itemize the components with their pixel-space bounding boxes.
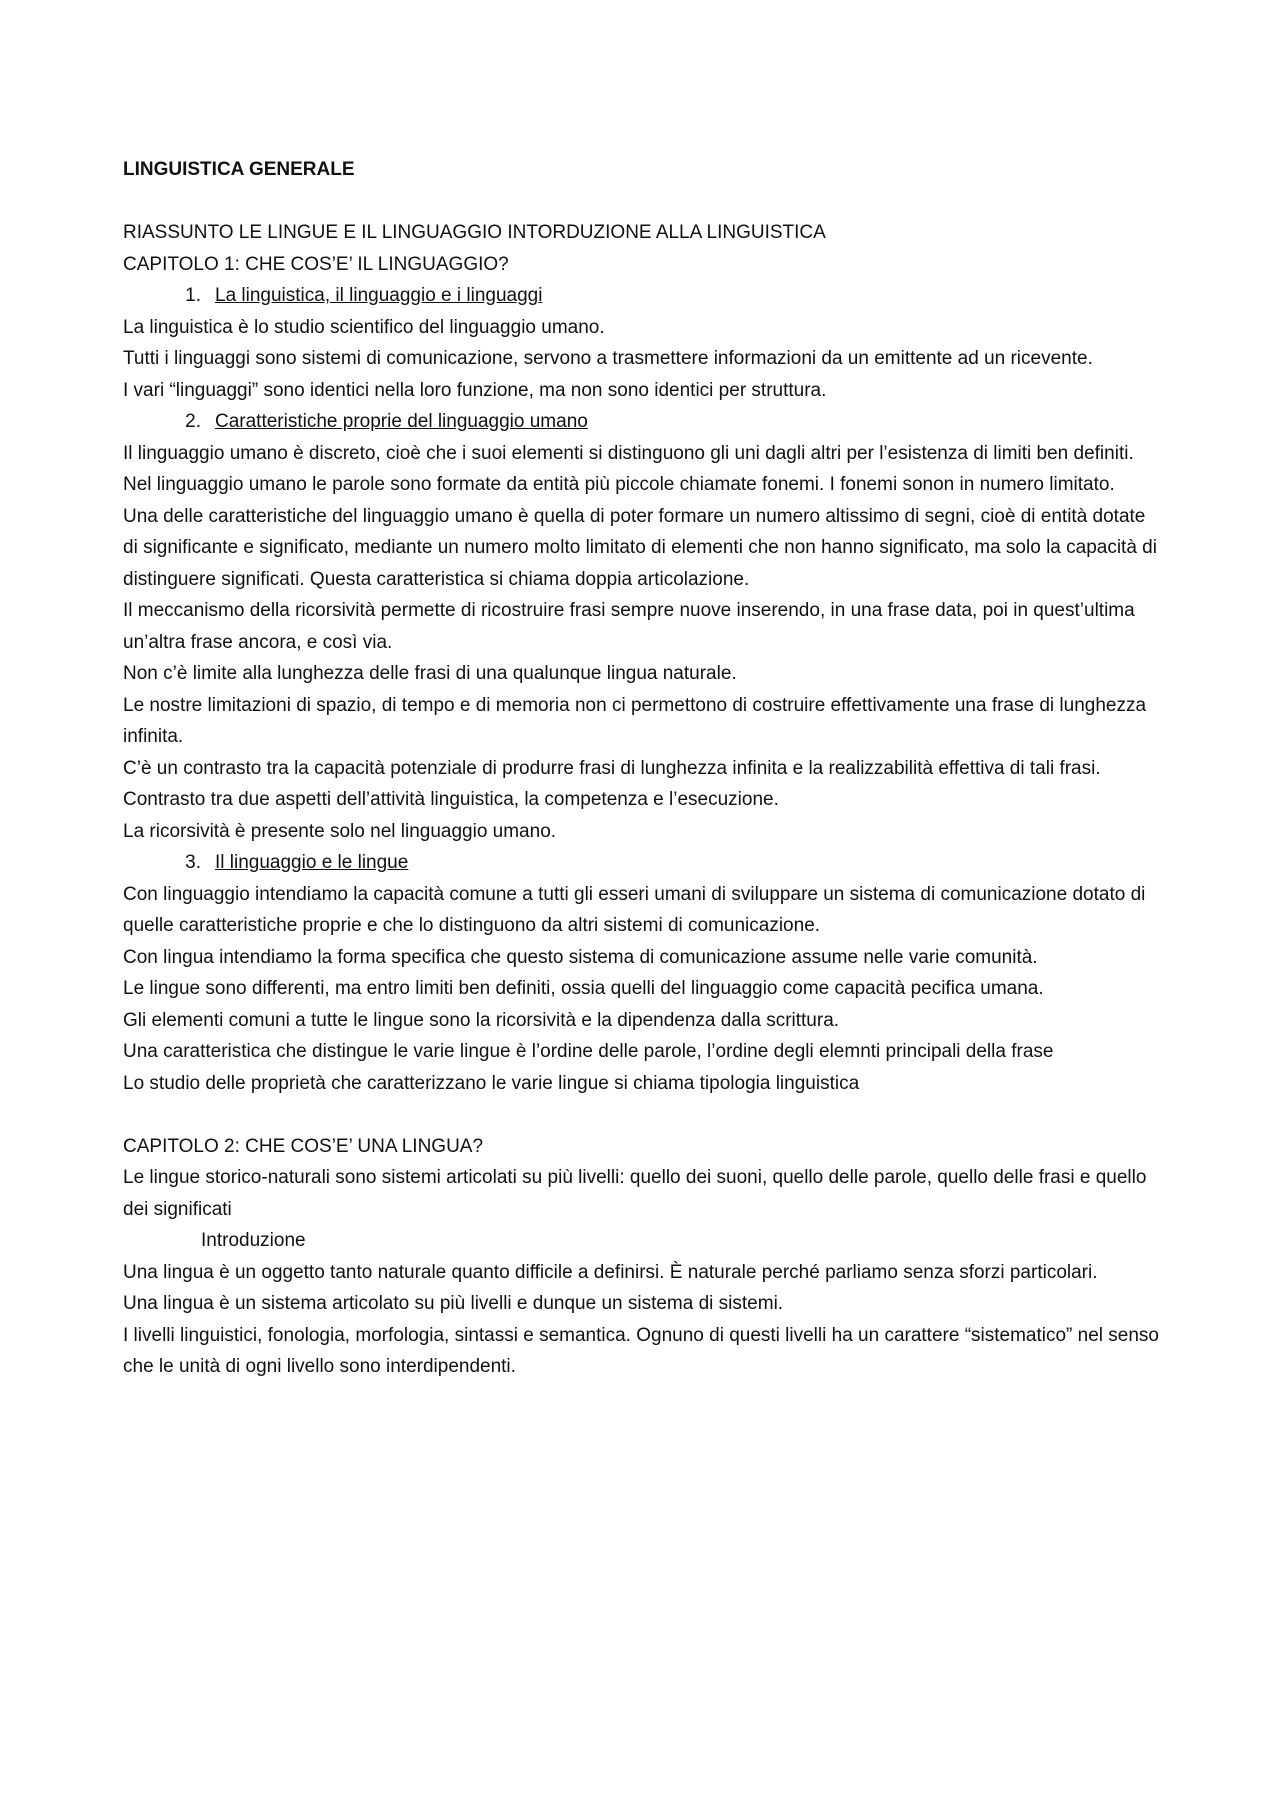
paragraph: La linguistica è lo studio scientifico del linguaggio umano. xyxy=(123,316,605,338)
paragraph: C’è un contrasto tra la capacità potenziale di produrre frasi di lunghezza infinita e la realizzabilità effettiva di tali frasi. Contrasto tra due aspetti dell’attività linguistica, la competenza e l’esecuzione. xyxy=(123,757,1106,810)
section-number: 1. xyxy=(185,285,201,306)
paragraph: Le lingue sono differenti, ma entro limiti ben definiti, ossia quelli del linguaggio come capacità pecifica umana. xyxy=(123,978,1044,999)
document-subtitle: RIASSUNTO LE LINGUE E IL LINGUAGGIO INTORDUZIONE ALLA LINGUISTICA xyxy=(123,222,826,243)
paragraph: Le nostre limitazioni di spazio, di tempo e di memoria non ci permettono di costruire effettivamente una frase di lunghezza infinita. xyxy=(123,694,1152,747)
paragraph: Con linguaggio intendiamo la capacità comune a tutti gli esseri umani di sviluppare un sistema di comunicazione dotato di quelle caratteristiche proprie e che lo distinguono da altri sistemi di comunicazione. xyxy=(123,883,1151,936)
introduction-title: Introduzione xyxy=(201,1230,306,1251)
document-title: LINGUISTICA GENERALE xyxy=(123,159,355,180)
section-3-heading xyxy=(123,847,1163,879)
paragraph: Una lingua è un oggetto tanto naturale quanto difficile a definirsi. È naturale perché parliamo senza sforzi particolari. xyxy=(123,1261,1098,1283)
paragraph: La ricorsività è presente solo nel linguaggio umano. xyxy=(123,820,557,842)
section-1-heading xyxy=(123,280,1163,312)
paragraph: Il meccanismo della ricorsività permette di ricostruire frasi sempre nuove inserendo, in una frase data, poi in quest’ultima un’altra frase ancora, e così via. xyxy=(123,600,1140,653)
paragraph: Gli elementi comuni a tutte le lingue sono la ricorsività e la dipendenza dalla scrittura. xyxy=(123,1009,840,1031)
paragraph: Non c’è limite alla lunghezza delle frasi di una qualunque lingua naturale. xyxy=(123,663,737,684)
paragraph: Nel linguaggio umano le parole sono formate da entità più piccole chiamate fonemi. I fonemi sonon in numero limitato. xyxy=(123,474,1115,495)
section-title: La linguistica, il linguaggio e i linguaggi xyxy=(215,285,543,306)
section-2-heading xyxy=(123,406,1163,438)
blank-line xyxy=(123,186,1163,218)
paragraph: Una lingua è un sistema articolato su più livelli e dunque un sistema di sistemi. xyxy=(123,1293,784,1314)
blank-line xyxy=(123,1099,1163,1131)
paragraph: I vari “linguaggi” sono identici nella loro funzione, ma non sono identici per struttura. xyxy=(123,379,827,401)
chapter-2-heading: CAPITOLO 2: CHE COS’E’ UNA LINGUA? xyxy=(123,1135,484,1157)
paragraph: Le lingue storico-naturali sono sistemi articolati su più livelli: quello dei suoni, quello delle parole, quello delle frasi e quello dei significati xyxy=(123,1167,1152,1220)
document-page xyxy=(123,154,1163,1383)
paragraph: Il linguaggio umano è discreto, cioè che i suoi elementi si distinguono gli uni dagli altri per l’esistenza di limiti ben definiti. xyxy=(123,442,1134,464)
paragraph: Con lingua intendiamo la forma specifica che questo sistema di comunicazione assume nelle varie comunità. xyxy=(123,946,1038,968)
section-title: Il linguaggio e le lingue xyxy=(215,852,409,873)
paragraph: Tutti i linguaggi sono sistemi di comunicazione, servono a trasmettere informazioni da un emittente ad un ricevente. xyxy=(123,348,1093,369)
section-number: 3. xyxy=(185,852,201,873)
paragraph: I livelli linguistici, fonologia, morfologia, sintassi e semantica. Ognuno di questi livelli ha un carattere “sistematico” nel senso che le unità di ogni livello sono interdipendenti. xyxy=(123,1324,1165,1377)
section-number: 2. xyxy=(185,411,201,432)
chapter-1-heading: CAPITOLO 1: CHE COS’E’ IL LINGUAGGIO? xyxy=(123,253,509,275)
paragraph: Una delle caratteristiche del linguaggio umano è quella di poter formare un numero altissimo di segni, cioè di entità dotate di significante e significato, mediante un numero molto limitato di elementi che non hanno significato, ma solo la capacità di distinguere significati. Questa caratteristica si chiama doppia articolazione. xyxy=(123,505,1163,590)
paragraph: Lo studio delle proprietà che caratterizzano le varie lingue si chiama tipologia linguistica xyxy=(123,1072,860,1094)
paragraph: Una caratteristica che distingue le varie lingue è l’ordine delle parole, l’ordine degli elemnti principali della frase xyxy=(123,1041,1054,1062)
section-title: Caratteristiche proprie del linguaggio umano xyxy=(215,411,588,432)
